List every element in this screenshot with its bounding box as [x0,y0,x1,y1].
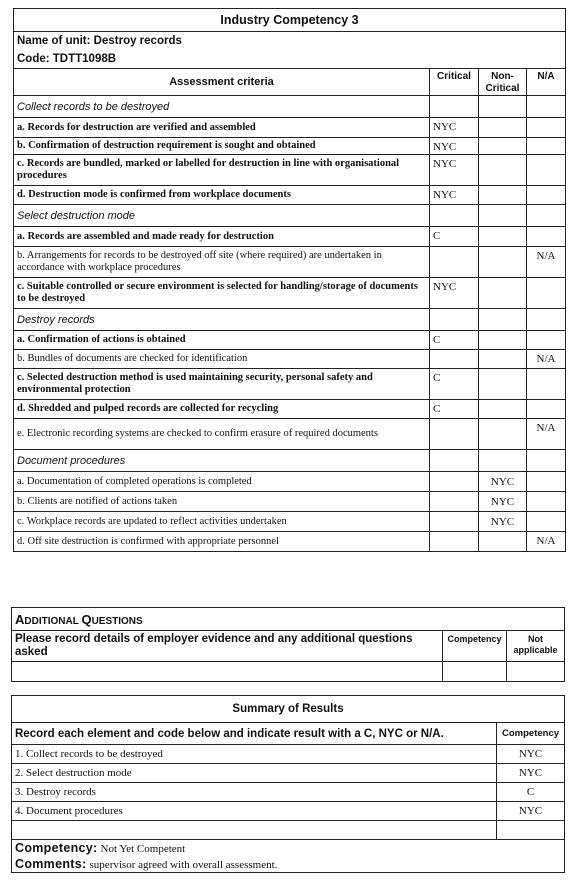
additional-questions-table [11,607,565,682]
result-non-critical[interactable] [479,227,527,247]
header-assessment-criteria: Assessment criteria [14,69,430,96]
assessment-table [13,8,566,552]
comments [12,856,565,873]
result-critical[interactable]: C [430,227,479,247]
result-na[interactable] [527,512,566,532]
result-critical[interactable]: C [430,400,479,419]
summary-table [11,695,565,873]
summary-row [12,802,565,821]
criteria-row [14,400,566,419]
result-non-critical[interactable] [479,155,527,186]
result-critical[interactable] [430,532,479,552]
result-critical[interactable]: NYC [430,186,479,205]
section-title: Destroy records [14,309,430,331]
summary-element: 4. Document procedures [12,802,497,821]
empty-cell [479,309,527,331]
summary-row [12,783,565,802]
empty-cell [479,96,527,118]
result-non-critical[interactable]: NYC [479,492,527,512]
criteria-text: c. Records are bundled, marked or labelled for destruction in line with organisational procedures [14,155,430,186]
empty-cell [527,450,566,472]
result-non-critical[interactable] [479,369,527,400]
criteria-text: b. Arrangements for records to be destroyed off site (where required) are undertaken in accordance with workplace procedures [14,247,430,278]
result-na[interactable]: N/A [527,247,566,278]
result-critical[interactable] [430,472,479,492]
empty-cell [430,96,479,118]
result-na[interactable] [527,369,566,400]
summary-result[interactable]: NYC [497,745,565,764]
result-non-critical[interactable] [479,278,527,309]
summary-empty-result[interactable] [497,821,565,840]
criteria-row [14,186,566,205]
header-competency: Competency [443,631,507,662]
header-critical: Critical [430,69,479,96]
result-na[interactable] [527,138,566,155]
result-na[interactable]: N/A [527,350,566,369]
summary-instruction: Record each element and code below and indicate result with a C, NYC or N/A. [12,723,497,745]
empty-cell [479,205,527,227]
summary-row [12,764,565,783]
result-critical[interactable] [430,492,479,512]
result-na[interactable] [527,492,566,512]
result-critical[interactable] [430,247,479,278]
result-critical[interactable] [430,350,479,369]
criteria-row [14,155,566,186]
summary-title: Summary of Results [12,696,565,723]
summary-element: 2. Select destruction mode [12,764,497,783]
evidence-na-field[interactable] [507,662,565,682]
comments-label: Comments: [15,857,87,871]
result-critical[interactable] [430,419,479,450]
result-non-critical[interactable] [479,186,527,205]
criteria-text: c. Selected destruction method is used maintaining security, personal safety and environmental protection [14,369,430,400]
additional-questions-prompt: Please record details of employer evidence and any additional questions asked [12,631,443,662]
empty-cell [527,96,566,118]
empty-cell [430,309,479,331]
empty-cell [430,450,479,472]
result-na[interactable] [527,155,566,186]
empty-cell [430,205,479,227]
summary-header-competency: Competency [497,723,565,745]
result-non-critical[interactable] [479,400,527,419]
result-non-critical[interactable] [479,331,527,350]
result-critical[interactable]: C [430,369,479,400]
empty-cell [527,309,566,331]
summary-element: 1. Collect records to be destroyed [12,745,497,764]
result-na[interactable] [527,118,566,138]
criteria-text: c. Suitable controlled or secure environment is selected for handling/storage of documents to be destroyed [14,278,430,309]
summary-row [12,745,565,764]
criteria-text: d. Destruction mode is confirmed from workplace documents [14,186,430,205]
criteria-text: b. Clients are notified of actions taken [14,492,430,512]
result-non-critical[interactable]: NYC [479,512,527,532]
summary-result[interactable]: NYC [497,802,565,821]
criteria-text: a. Records for destruction are verified and assembled [14,118,430,138]
criteria-row [14,331,566,350]
result-na[interactable] [527,227,566,247]
section-title: Select destruction mode [14,205,430,227]
form-title: Industry Competency 3 [14,9,566,32]
result-non-critical[interactable] [479,138,527,155]
criteria-text: e. Electronic recording systems are checked to confirm erasure of required documents [14,419,430,450]
criteria-row [14,419,566,450]
criteria-text: d. Shredded and pulped records are collected for recycling [14,400,430,419]
criteria-row [14,369,566,400]
result-non-critical[interactable] [479,118,527,138]
result-na[interactable] [527,472,566,492]
result-na[interactable] [527,278,566,309]
result-critical[interactable]: NYC [430,118,479,138]
result-na[interactable]: N/A [527,419,566,450]
criteria-text: b. Confirmation of destruction requirement is sought and obtained [14,138,430,155]
empty-cell [479,450,527,472]
result-critical[interactable]: NYC [430,278,479,309]
header-non-critical: Non-Critical [479,69,527,96]
unit-code: Code: TDTT1098B [14,50,566,69]
result-non-critical[interactable] [479,247,527,278]
competency-result-label: Competency: [15,841,98,855]
result-critical[interactable] [430,512,479,532]
header-na: N/A [527,69,566,96]
criteria-row [14,532,566,552]
criteria-row [14,118,566,138]
criteria-row [14,227,566,247]
result-non-critical[interactable] [479,350,527,369]
result-na[interactable]: N/A [527,532,566,552]
section-title: Document procedures [14,450,430,472]
result-critical[interactable]: NYC [430,138,479,155]
evidence-field[interactable] [12,662,443,682]
result-non-critical[interactable]: NYC [479,472,527,492]
criteria-row [14,492,566,512]
criteria-row [14,472,566,492]
criteria-text: d. Off site destruction is confirmed with appropriate personnel [14,532,430,552]
result-critical[interactable]: C [430,331,479,350]
unit-name: Name of unit: Destroy records [14,32,566,51]
criteria-row [14,247,566,278]
competency-result [12,840,565,857]
summary-element: 3. Destroy records [12,783,497,802]
additional-questions-title: ADDITIONAL QUESTIONS [12,608,565,631]
result-na[interactable] [527,186,566,205]
criteria-text: b. Bundles of documents are checked for identification [14,350,430,369]
result-critical[interactable]: NYC [430,155,479,186]
criteria-text: a. Confirmation of actions is obtained [14,331,430,350]
criteria-row [14,512,566,532]
section-title: Collect records to be destroyed [14,96,430,118]
result-na[interactable] [527,400,566,419]
competency-result-value: Not Yet Competent [100,843,186,855]
header-not-applicable: Not applicable [507,631,565,662]
criteria-text: a. Records are assembled and made ready for destruction [14,227,430,247]
summary-result[interactable]: C [497,783,565,802]
criteria-text: a. Documentation of completed operations is completed [14,472,430,492]
result-na[interactable] [527,331,566,350]
evidence-competency-field[interactable] [443,662,507,682]
criteria-text: c. Workplace records are updated to reflect activities undertaken [14,512,430,532]
criteria-row [14,350,566,369]
criteria-row [14,278,566,309]
summary-empty-row[interactable] [12,821,497,840]
empty-cell [527,205,566,227]
comments-value: supervisor agreed with overall assessment. [89,859,278,871]
result-non-critical[interactable] [479,532,527,552]
criteria-row [14,138,566,155]
summary-result[interactable]: NYC [497,764,565,783]
result-non-critical[interactable] [479,419,527,450]
